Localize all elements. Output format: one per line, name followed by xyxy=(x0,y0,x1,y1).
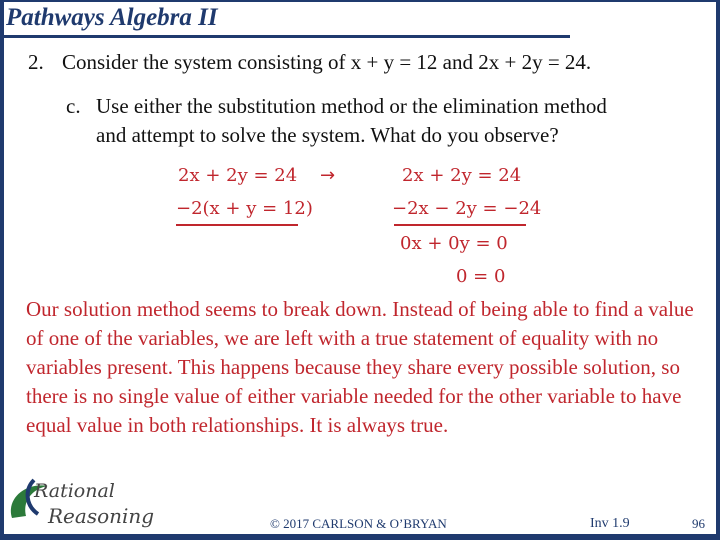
part-c-line-2: and attempt to solve the system. What do you observe? xyxy=(96,123,559,147)
question-number: 2. xyxy=(28,50,44,74)
left-equation-1: 2x + 2y = 24 xyxy=(178,165,298,186)
footer-page-number: 96 xyxy=(692,516,705,531)
right-equation-1: 2x + 2y = 24 xyxy=(402,165,522,186)
slide xyxy=(4,2,716,534)
right-sum-line xyxy=(394,224,526,226)
right-equation-4: 0 = 0 xyxy=(456,266,506,287)
footer-copyright: © 2017 CARLSON & O’BRYAN xyxy=(270,516,447,531)
rational-reasoning-logo xyxy=(4,470,184,530)
part-label: c. xyxy=(66,94,81,118)
left-equation-2: −2(x + y = 12) xyxy=(176,198,313,219)
part-c-line-1: Use either the substitution method or the elimination method xyxy=(96,94,607,118)
question-text: Consider the system consisting of x + y = 12 and 2x + 2y = 24. xyxy=(62,50,592,74)
answer-text: Our solution method seems to break down. Instead of being able to find a value of one of the variables, we are left with a true statement of equality with no variables present. This happens because they share every possible solution, so there is no single value of either variable needed for the other variable to have equal value in both relationships. It is always true. xyxy=(26,297,694,437)
right-equation-2: −2x − 2y = −24 xyxy=(392,198,542,219)
slide-title: Pathways Algebra II xyxy=(6,4,218,31)
logo-line-1: Rational xyxy=(34,480,115,502)
right-arrow-icon: → xyxy=(320,165,336,186)
title-underline xyxy=(4,35,570,38)
logo-line-2: Reasoning xyxy=(48,504,155,528)
right-equation-3: 0x + 0y = 0 xyxy=(400,233,508,254)
left-sum-line xyxy=(176,224,298,226)
question-2 xyxy=(28,50,591,75)
footer-investigation: Inv 1.9 xyxy=(590,516,630,531)
